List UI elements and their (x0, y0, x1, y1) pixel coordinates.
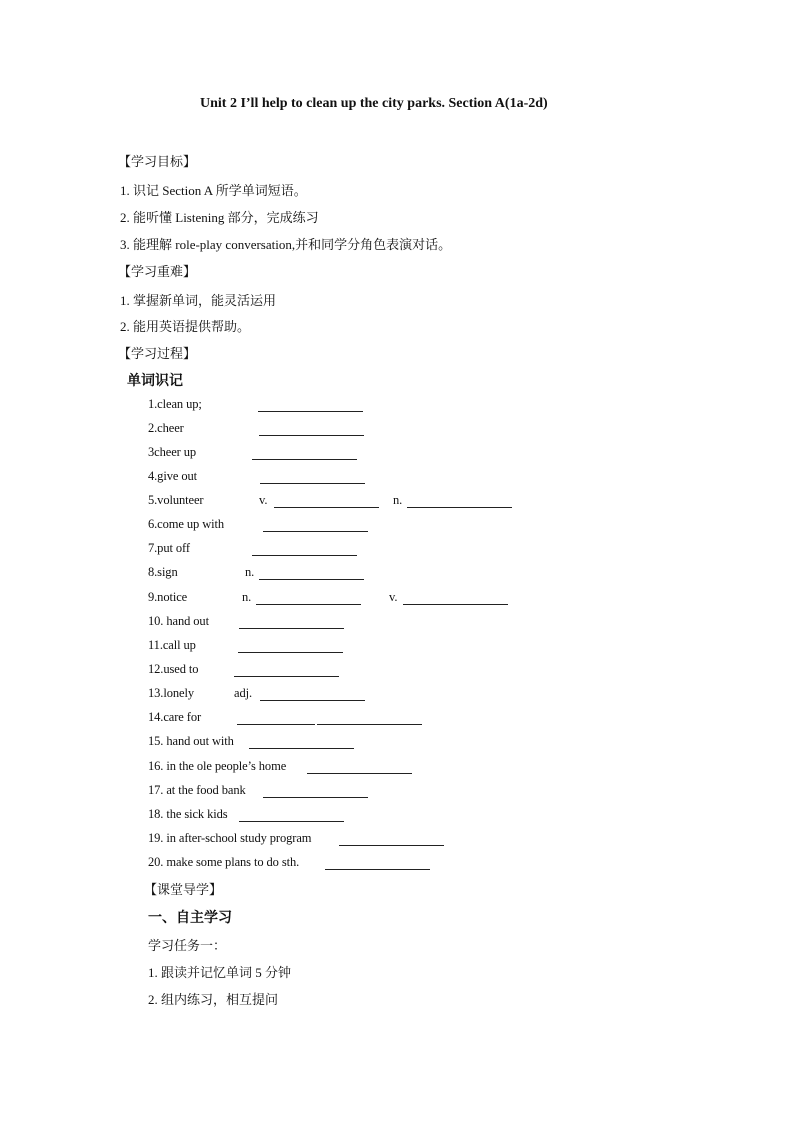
vocab-term: 14.care for (148, 710, 202, 724)
task-title: 学习任务一： (148, 938, 227, 953)
answer-blank[interactable] (239, 821, 344, 822)
vocab-term: 1.clean up; (148, 397, 202, 411)
answer-blank[interactable] (260, 700, 365, 701)
pos-label: n. (393, 493, 403, 507)
vocab-title: 单词识记 (127, 374, 183, 389)
self-study-title: 一、自主学习 (148, 911, 232, 926)
pos-label: n. (242, 590, 252, 604)
vocab-term: 9.notice (148, 590, 188, 604)
answer-blank[interactable] (259, 435, 364, 436)
vocab-term: 10. hand out (148, 614, 209, 628)
answer-blank[interactable] (260, 483, 365, 484)
pos-label: adj. (234, 686, 252, 700)
vocab-term: 15. hand out with (148, 734, 234, 748)
answer-blank[interactable] (249, 748, 354, 749)
vocab-term: 8.sign (148, 565, 178, 579)
vocab-term: 12.used to (148, 662, 199, 676)
vocab-term: 16. in the ole people’s home (148, 759, 287, 773)
answer-blank[interactable] (317, 724, 422, 725)
answer-blank[interactable] (339, 845, 444, 846)
answer-blank[interactable] (403, 604, 508, 605)
vocab-term: 6.come up with (148, 517, 225, 531)
vocab-term: 4.give out (148, 469, 197, 483)
vocab-term: 2.cheer (148, 421, 184, 435)
answer-blank[interactable] (237, 724, 315, 725)
answer-blank[interactable] (258, 411, 363, 412)
vocab-term: 11.call up (148, 638, 196, 652)
answer-blank[interactable] (259, 579, 364, 580)
vocab-term: 7.put off (148, 541, 190, 555)
answer-blank[interactable] (252, 459, 357, 460)
classroom-header: 【课堂导学】 (144, 882, 223, 897)
vocab-term: 5.volunteer (148, 493, 204, 507)
pos-label: n. (245, 565, 255, 579)
answer-blank[interactable] (274, 507, 379, 508)
vocab-term: 20. make some plans to do sth. (148, 855, 300, 869)
answer-blank[interactable] (325, 869, 430, 870)
vocab-term: 3cheer up (148, 445, 197, 459)
answer-blank[interactable] (263, 797, 368, 798)
goal-item: 2. 能听懂 Listening 部分，完成练习 (120, 210, 319, 225)
task-item: 1. 跟读并记忆单词 5 分钟 (148, 965, 292, 980)
pos-label: v. (389, 590, 398, 604)
pos-label: v. (259, 493, 268, 507)
key-point-item: 2. 能用英语提供帮助。 (120, 319, 251, 334)
answer-blank[interactable] (234, 676, 339, 677)
goal-item: 3. 能理解 role-play conversation,并和同学分角色表演对话。 (120, 237, 452, 252)
answer-blank[interactable] (252, 555, 357, 556)
vocab-term: 18. the sick kids (148, 807, 228, 821)
page-title: Unit 2 I’ll help to clean up the city parks. Section A(1a-2d) (200, 96, 548, 111)
vocab-term: 17. at the food bank (148, 783, 246, 797)
answer-blank[interactable] (239, 628, 344, 629)
task-item: 2. 组内练习，相互提问 (148, 992, 279, 1007)
answer-blank[interactable] (256, 604, 361, 605)
answer-blank[interactable] (307, 773, 412, 774)
vocab-term: 13.lonely (148, 686, 194, 700)
process-header: 【学习过程】 (118, 346, 197, 361)
key-point-item: 1. 掌握新单词，能灵活运用 (120, 293, 277, 308)
vocab-term: 19. in after-school study program (148, 831, 312, 845)
goals-header: 【学习目标】 (118, 154, 197, 169)
answer-blank[interactable] (263, 531, 368, 532)
key-points-header: 【学习重难】 (118, 264, 197, 279)
answer-blank[interactable] (407, 507, 512, 508)
answer-blank[interactable] (238, 652, 343, 653)
goal-item: 1. 识记 Section A 所学单词短语。 (120, 183, 307, 198)
